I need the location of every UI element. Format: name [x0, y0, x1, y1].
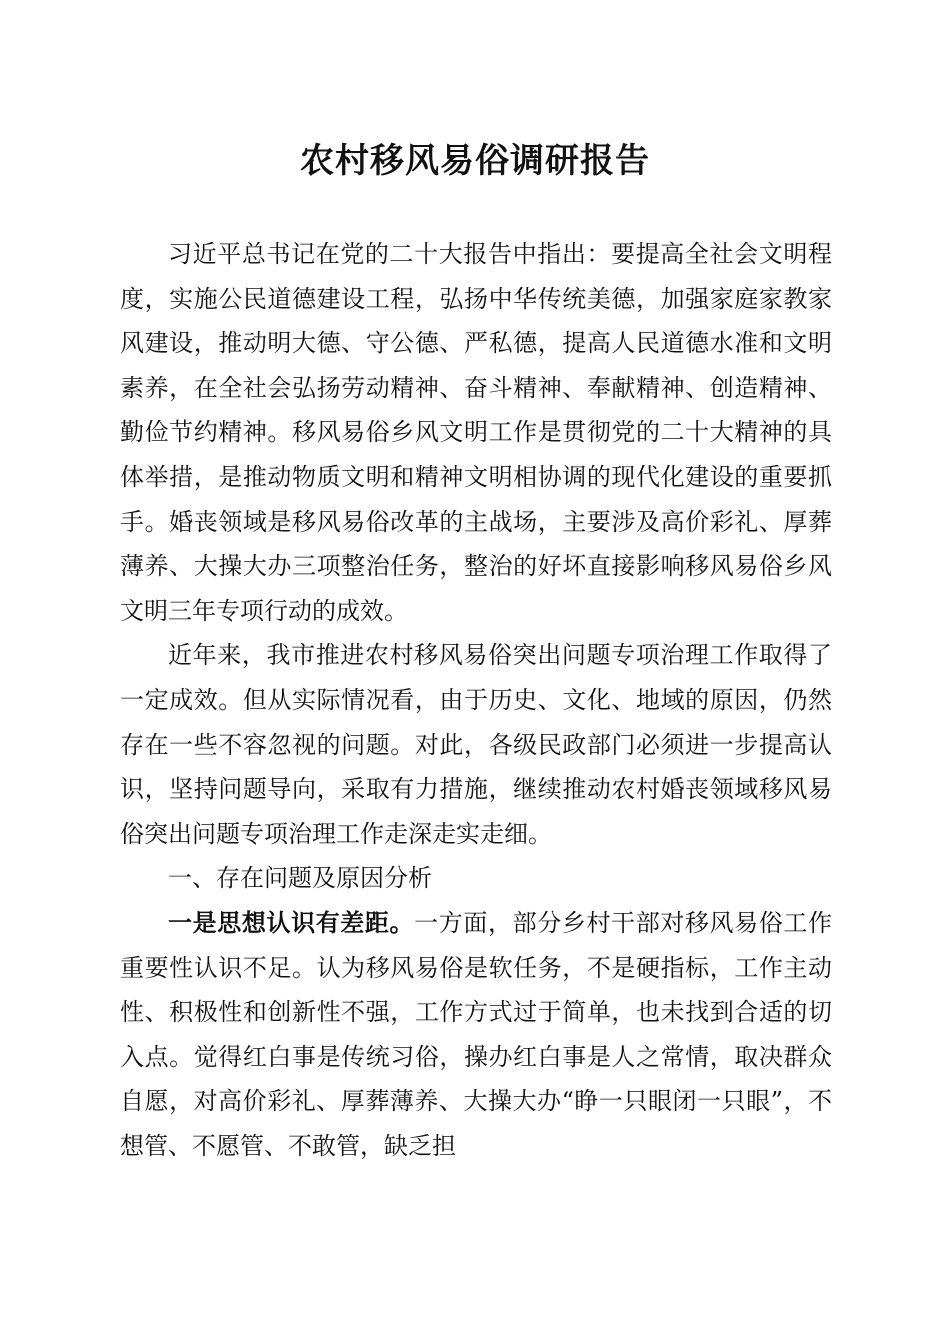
document-body — [120, 232, 832, 1168]
document-title: 农村移风易俗调研报告 — [300, 141, 650, 181]
section-paragraph-text: 一方面，部分乡村干部对移风易俗工作重要性认识不足。认为移风易俗是软任务，不是硬指标，工作主动性、积极性和创新性不强，工作方式过于简单，也未找到合适的切入点。觉得红白事是传统习俗，操办红白事是人之常情，取决群众自愿，对高价彩礼、厚葬薄养、大操大办“睁一只眼闭一只眼”，不想管、不愿管、不敢管，缺乏担 — [120, 908, 833, 1160]
section-paragraph — [120, 901, 832, 1169]
section-heading: 一、存在问题及原因分析 — [168, 864, 432, 893]
progress-paragraph: 近年来，我市推进农村移风易俗突出问题专项治理工作取得了一定成效。但从实际情况看，由于历史、文化、地域的原因，仍然存在一些不容忽视的问题。对此，各级民政部门必须进一步提高认识，坚持问题导向，采取有力措施，继续推动农村婚丧领域移风易俗突出问题专项治理工作走深走实走细。 — [120, 641, 832, 848]
section-paragraph-lead: 一是思想认识有差距。 — [168, 907, 415, 937]
intro-paragraph: 习近平总书记在党的二十大报告中指出：要提高全社会文明程度，实施公民道德建设工程，弘扬中华传统美德，加强家庭家教家风建设，推动明大德、守公德、严私德，提高人民道德水准和文明素养，在全社会弘扬劳动精神、奋斗精神、奉献精神、创造精神、勤俭节约精神。移风易俗乡风文明工作是贯彻党的二十大精神的具体举措，是推动物质文明和精神文明相协调的现代化建设的重要抓手。婚丧领域是移风易俗改革的主战场，主要涉及高价彩礼、厚葬薄养、大操大办三项整治任务，整治的好坏直接影响移风易俗乡风文明三年专项行动的成效。 — [120, 240, 832, 625]
